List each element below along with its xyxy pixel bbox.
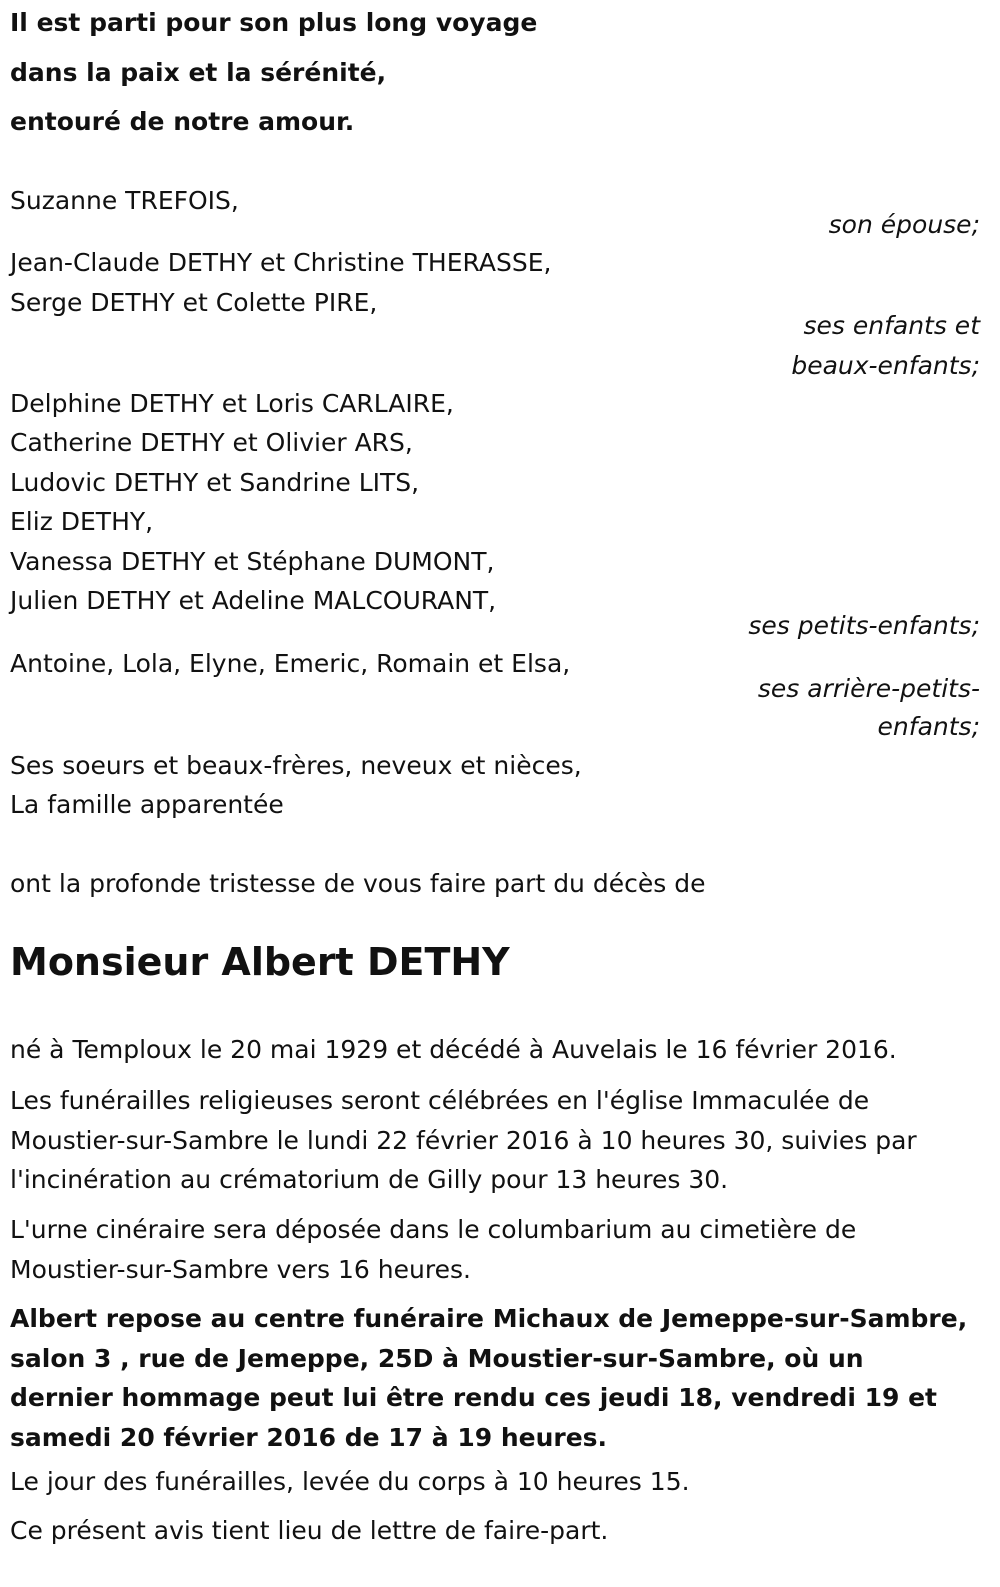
child-line-2: Serge DETHY et Colette PIRE, xyxy=(10,288,378,317)
grandchild-line-2: Catherine DETHY et Olivier ARS, xyxy=(10,428,413,457)
verse-line-1: Il est parti pour son plus long voyage xyxy=(10,8,538,37)
children-role-line-2: beaux-enfants; xyxy=(791,351,980,380)
urn-paragraph: L'urne cinéraire sera déposée dans le columbarium au cimetière de Moustier-sur-Sambre vers 16 heures. xyxy=(10,1215,857,1284)
spouse-name: Suzanne TREFOIS, xyxy=(10,186,239,215)
great-grandchildren-role-line-1: ses arrière-petits- xyxy=(757,674,980,703)
funeral-paragraph: Les funérailles religieuses seront célébrées en l'église Immaculée de Moustier-sur-Sambre le lundi 22 février 2016 à 10 heures 30, suivies par l'incinération au crématorium de Gilly pour 13 heures 30. xyxy=(10,1086,917,1194)
spouse-role: son épouse; xyxy=(828,210,980,239)
birth-death-text: né à Temploux le 20 mai 1929 et décédé à Auvelais le 16 février 2016. xyxy=(10,1035,897,1064)
child-line-1: Jean-Claude DETHY et Christine THERASSE, xyxy=(10,248,552,277)
others-line-1: Ses soeurs et beaux-frères, neveux et nièces, xyxy=(10,751,582,780)
deceased-name: Monsieur Albert DETHY xyxy=(10,940,510,984)
grandchild-line-1: Delphine DETHY et Loris CARLAIRE, xyxy=(10,389,454,418)
grandchild-line-3: Ludovic DETHY et Sandrine LITS, xyxy=(10,468,420,497)
verse-line-3: entouré de notre amour. xyxy=(10,107,355,136)
verse-line-2: dans la paix et la sérénité, xyxy=(10,58,387,87)
children-role-line-1: ses enfants et xyxy=(803,311,980,340)
grandchild-line-5: Vanessa DETHY et Stéphane DUMONT, xyxy=(10,547,495,576)
great-grandchildren-role-line-2: enfants; xyxy=(877,712,980,741)
announcement-text: ont la profonde tristesse de vous faire part du décès de xyxy=(10,869,706,898)
great-grandchildren-names: Antoine, Lola, Elyne, Emeric, Romain et Elsa, xyxy=(10,649,571,678)
grandchild-line-6: Julien DETHY et Adeline MALCOURANT, xyxy=(10,586,497,615)
grandchild-line-4: Eliz DETHY, xyxy=(10,507,154,536)
grandchildren-role: ses petits-enfants; xyxy=(748,611,980,640)
procession-text: Le jour des funérailles, levée du corps à 10 heures 15. xyxy=(10,1467,690,1496)
viewing-paragraph: Albert repose au centre funéraire Michaux de Jemeppe-sur-Sambre, salon 3 , rue de Jemeppe, 25D à Moustier-sur-Sambre, où un dernier hommage peut lui être rendu ces jeudi 18, vendredi 19 et samedi 20 février 2016 de 17 à 19 heures. xyxy=(10,1304,968,1452)
others-line-2: La famille apparentée xyxy=(10,790,284,819)
notice-text: Ce présent avis tient lieu de lettre de faire-part. xyxy=(10,1516,609,1545)
